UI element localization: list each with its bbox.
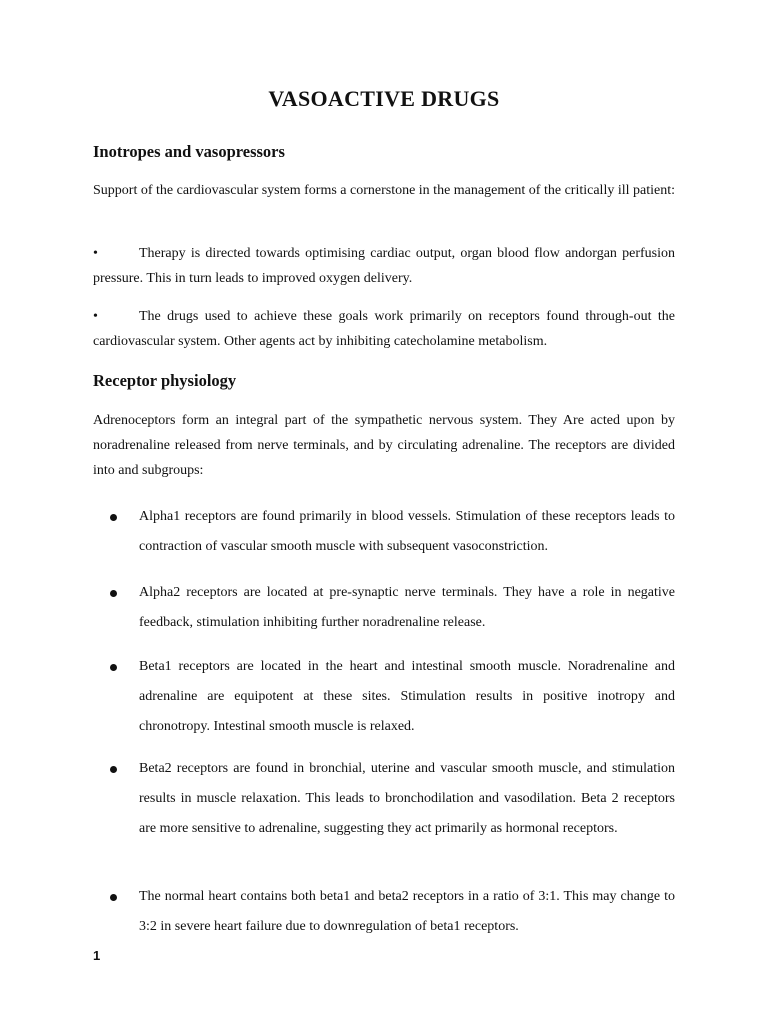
bullet-symbol: • [93, 309, 98, 324]
bullet-dot-icon [110, 766, 117, 773]
bullet-dot-icon [110, 894, 117, 901]
document-title: VASOACTIVE DRUGS [268, 86, 500, 111]
list-item [110, 652, 675, 742]
bullet-dot-icon [110, 514, 117, 521]
list-item [110, 882, 675, 942]
bullet-symbol: • [93, 246, 98, 261]
bullet-text: The drugs used to achieve these goals work primarily on receptors found through-out the cardiovascular system. Other agents act by inhibiting catecholamine metabolism. [93, 309, 675, 349]
bullet-paragraph [93, 304, 675, 354]
section-heading-receptor-physiology: Receptor physiology [93, 371, 237, 390]
list-item-text: Alpha1 receptors are found primarily in blood vessels. Stimulation of these receptors leads to contraction of vascular smooth muscle with subsequent vasoconstriction. [139, 509, 675, 554]
bullet-text: Therapy is directed towards optimising cardiac output, organ blood flow andorgan perfusion pressure. This in turn leads to improved oxygen delivery. [93, 246, 675, 286]
receptor-intro-paragraph: Adrenoceptors form an integral part of the sympathetic nervous system. They Are acted upon by noradrenaline released from nerve terminals, and by circulating adrenaline. The receptors are divided into and subgroups: [93, 413, 675, 478]
page-number: 1 [93, 948, 101, 963]
bullet-paragraph [93, 241, 675, 291]
list-item-text: Alpha2 receptors are located at pre-synaptic nerve terminals. They have a role in negative feedback, stimulation inhibiting further noradrenaline release. [139, 585, 675, 630]
list-item [110, 578, 675, 638]
list-item-text: Beta2 receptors are found in bronchial, uterine and vascular smooth muscle, and stimulation results in muscle relaxation. This leads to bronchodilation and vasodilation. Beta 2 receptors are more sensitive to adrenaline, suggesting they act primarily as hormonal receptors. [139, 761, 675, 836]
bullet-dot-icon [110, 590, 117, 597]
list-item [110, 754, 675, 844]
list-item-text: Beta1 receptors are located in the heart and intestinal smooth muscle. Noradrenaline and adrenaline are equipotent at these sites. Stimulation results in positive inotropy and chronotropy. Intestinal smooth muscle is relaxed. [139, 659, 675, 734]
list-item-text: The normal heart contains both beta1 and beta2 receptors in a ratio of 3:1. This may change to 3:2 in severe heart failure due to downregulation of beta1 receptors. [139, 889, 675, 934]
list-item [110, 502, 675, 562]
section-heading-inotropes: Inotropes and vasopressors [93, 142, 285, 161]
section-intro-paragraph: Support of the cardiovascular system forms a cornerstone in the management of the critically ill patient: [93, 183, 675, 198]
bullet-dot-icon [110, 664, 117, 671]
